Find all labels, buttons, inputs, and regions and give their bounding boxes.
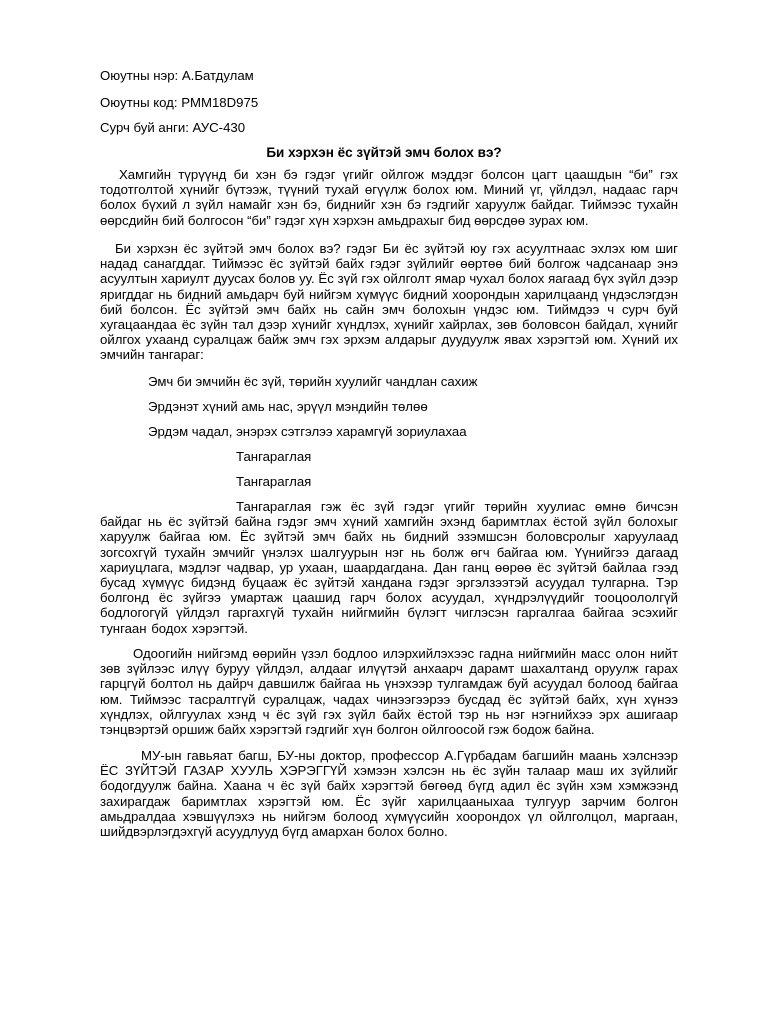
student-class: Сурч буй анги: АУС-430	[100, 120, 246, 135]
oath-line-3: Эрдэм чадал, энэрэх сэтгэлээ харамгүй зориулахаа	[148, 424, 467, 439]
oath-line-1: Эмч би эмчийн ёс зүй, төрийн хуулийг чандлан сахиж	[148, 374, 478, 389]
pledge-line-2: Тангараглая	[236, 474, 312, 489]
oath-line-2: Эрдэнэт хүний амь нас, эрүүл мэндийн төлөө	[148, 399, 428, 414]
paragraph-5: МУ-ын гавьяат багш, БУ-ны доктор, профессор А.Гүрбадам багшийн маань хэлснээр ЁС ЗҮЙТЭЙ ГАЗАР ХУУЛЬ ХЭРЭГГҮЙ хэмээн хэлсэн нь ёс зүйн талаар маш их зүйлийг бодогдуулж байна. Хаана ч ёс зүй байх хэрэгтэй бөгөөд бүгд адил ёс зүйн хэм хэмжээнд захирагдаж баримтлах хэрэгтэй юм. Ёс зүйг харилцааныхаа тулгуур зарчим болгон амьдралдаа хэвшүүлэхэ нь нийгэм болоод хүмүүсийн хоорондох үл ойлголцол, маргаан, шийдвэрлэгдэхгүй асуудлууд бүгд амархан болох болно.	[100, 748, 678, 840]
paragraph-3: Тангараглая гэж ёс зүй гэдэг үгийг төрийн хуулиас өмнө бичсэн байдаг нь ёс зүйтэй байна гэдэг эмч хүний хамгийн эхэнд баримтлах ёстой зүйл болохыг харуулж байгаа юм. Ёс зүйтэй эмч байх нь бидний эзэмшсэн боловсролыг харуулаад зогсохгүй тухайн эмчийг үнэлэх шалгуурын нэг нь болж өгч байгаа юм. Үүнийгээ дагаад хариуцлага, мэдлэг чадвар, ур ухаан, шаардагдана. Дан ганц өөрөө ёс зүйтэй байлаа гээд бусад хүмүүс бидэнд буцааж ёс зүйтэй хандана гэдэг эргэлзээтэй асуудал тулгарна. Тэр болгонд ёс зүйгээ умартаж цаашид гарч болох асуудал, хүндрэлүүдийг тооцоололгүй бодлогогүй үйлдэл гаргахгүй тухайн нийгмийн бүлэгт чиглэсэн гаргалгаа байгаа эсэхийг тунгаан бодох хэрэгтэй.	[100, 499, 678, 636]
paragraph-1: Хамгийн түрүүнд би хэн бэ гэдэг үгийг ойлгож мэддэг болсон цагт цаашдын “би” гэх тодотголтой хүнийг бүтээж, түүний тухай өгүүлж болох юм. Миний үг, үйлдэл, надаас гарч болох бүхий л зүйл намайг хэн бэ, биднийг хэн бэ гэдгийг харуулж байдаг. Тиймээс тухайн өөрсдийн бий болгосон “би” гэдэг хүн хэрхэн амьдрахыг бид өөрсдөө зурах юм.	[100, 167, 678, 228]
pledge-line-1: Тангараглая	[236, 449, 312, 464]
paragraph-2: Би хэрхэн ёс зүйтэй эмч болох вэ? гэдэг Би ёс зүйтэй юу гэх асуултнаас эхлэх юм шиг надад санагддаг. Тиймээс ёс зүйтэй байх гэдэг зүйлийг өөртөө бий болгож чадсанаар энэ асуултын хариулт дуусах болов уу. Ёс зүй гэх ойлголт ямар чухал болох яагаад бүх зүйл дээр яригддаг нь бидний амьдарч буй нийгэм хүмүүс бидний хоорондын харилцаанд үндэслэгдэн бий болсон. Ёс зүйтэй эмч байх нь сайн эмч болохын үндэс юм. Тиймдээ ч сурч буй хугацаандаа ёс зүйн тал дээр хүнийг хүндлэх, хүнийг хайрлах, зөв боловсон байдал, хүнийг ойлгох ухаанд суралцаж байж эмч гэх эрхэм алдарыг дуудуулж явах хэрэгтэй юм. Хүний их эмчийн тангараг:	[100, 241, 678, 363]
student-code: Оюутны код: PMM18D975	[100, 95, 259, 110]
paragraph-4: Одоогийн нийгэмд өөрийн үзэл бодлоо илэрхийлэхээс гадна нийгмийн масс олон нийт зөв зүйлээс илүү буруу үйлдэл, алдааг илүүтэй анхаарч дарамт шахалтанд оруулж гарах гарцгүй болтол нь дайрч давшилж байгаа нь үнэхээр тулгамдаж буй асуудал болоод байгаа юм. Тиймээс тасралтгүй суралцаж, чадах чинээгээрээ бусдад ёс зүйтэй байх, хүн хүнээ хүндлэх, ойлгуулах хэнд ч ёс зүй гэх зүйл байх ёстой тэр нь нэг нэгнийхээ эрх ашигаар тэнцвэртэй оршиж байх хэрэгтэй гэдгийг хүн болгон ойлгоосой гэж бодож байна.	[100, 646, 678, 738]
essay-title: Би хэрхэн ёс зүйтэй эмч болох вэ?	[266, 145, 502, 160]
student-name: Оюутны нэр: А.Батдулам	[100, 68, 254, 83]
